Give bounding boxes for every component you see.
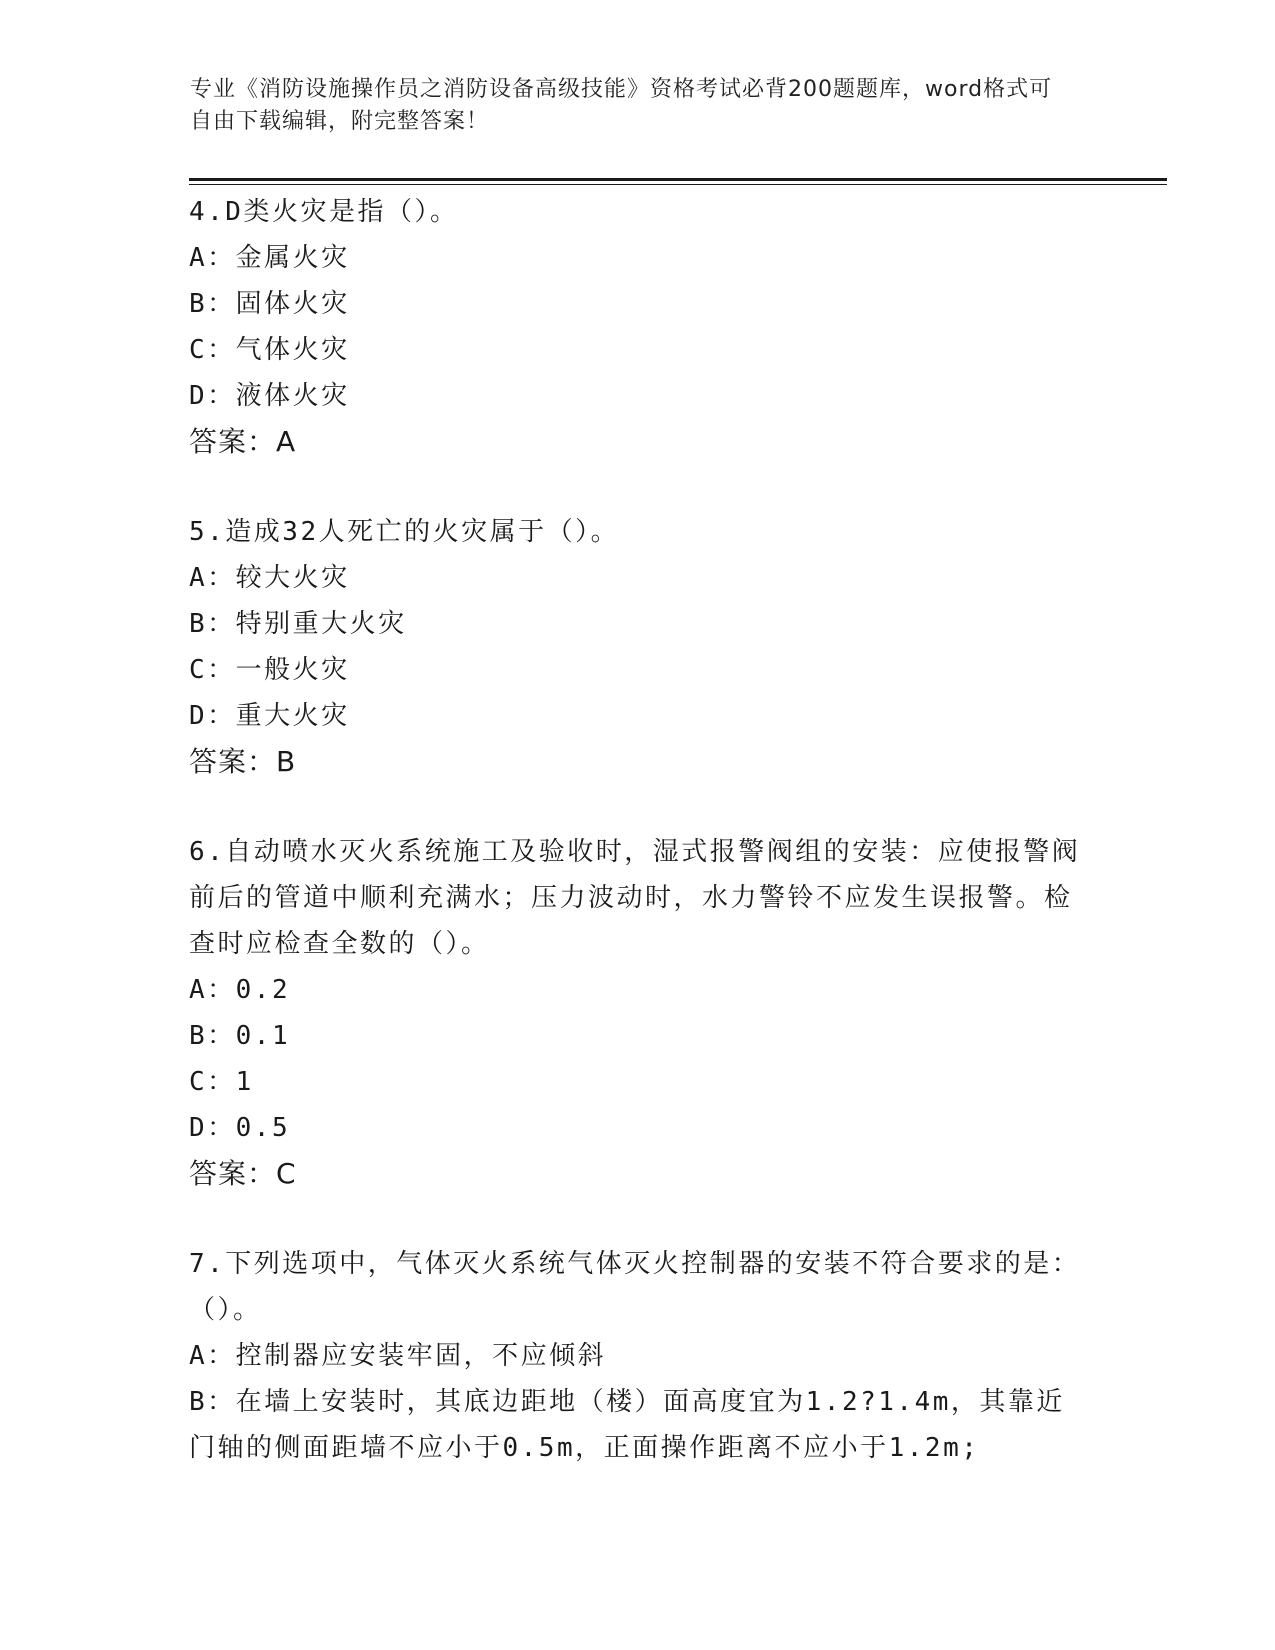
answer-line: 答案：C bbox=[189, 1157, 297, 1190]
option-label: C： bbox=[189, 655, 236, 685]
option-label: B： bbox=[189, 1387, 236, 1417]
document-header: 专业《消防设施操作员之消防设备高级技能》资格考试必背200题题库，word格式可自由下载编辑，附完整答案！ bbox=[190, 77, 1053, 134]
option-label: B： bbox=[189, 1021, 236, 1051]
question-text: 7.下列选项中，气体灭火系统气体灭火控制器的安装不符合要求的是：（）。 bbox=[189, 1249, 1081, 1325]
option-label: A： bbox=[189, 1341, 236, 1371]
option-b bbox=[189, 1379, 1089, 1471]
option-text: 1 bbox=[235, 1067, 254, 1097]
option-b bbox=[189, 1013, 1089, 1059]
option-b bbox=[189, 281, 1089, 327]
option-a bbox=[189, 235, 1089, 281]
option-label: C： bbox=[189, 335, 236, 365]
option-text: 0.5 bbox=[235, 1113, 291, 1143]
option-c bbox=[189, 647, 1089, 693]
question-6 bbox=[189, 829, 1089, 1197]
option-label: A： bbox=[189, 563, 236, 593]
header-divider-thin bbox=[189, 184, 1167, 185]
question-5 bbox=[189, 509, 1089, 785]
option-label: D： bbox=[189, 701, 236, 731]
option-text: 重大火灾 bbox=[235, 701, 350, 731]
option-label: B： bbox=[189, 609, 236, 639]
answer-line: 答案：B bbox=[189, 745, 297, 778]
question-7 bbox=[189, 1241, 1089, 1471]
option-text: 固体火灾 bbox=[235, 289, 350, 319]
option-a bbox=[189, 555, 1089, 601]
option-text: 特别重大火灾 bbox=[235, 609, 407, 639]
option-d bbox=[189, 373, 1089, 419]
option-b bbox=[189, 601, 1089, 647]
option-a bbox=[189, 967, 1089, 1013]
option-label: D： bbox=[189, 1113, 236, 1143]
option-text: 金属火灾 bbox=[235, 243, 350, 273]
question-text: 4.D类火灾是指（）。 bbox=[189, 197, 459, 227]
option-a bbox=[189, 1333, 1089, 1379]
option-text: 控制器应安装牢固，不应倾斜 bbox=[235, 1341, 607, 1371]
option-label: C： bbox=[189, 1067, 236, 1097]
option-label: D： bbox=[189, 381, 236, 411]
option-label: B： bbox=[189, 289, 236, 319]
question-text: 5.造成32人死亡的火灾属于（）。 bbox=[189, 517, 620, 547]
option-d bbox=[189, 693, 1089, 739]
option-text: 液体火灾 bbox=[235, 381, 350, 411]
option-text: 0.2 bbox=[235, 975, 291, 1005]
answer-line: 答案：A bbox=[189, 425, 297, 458]
option-label: A： bbox=[189, 975, 236, 1005]
question-4 bbox=[189, 189, 1089, 465]
option-text: 0.1 bbox=[235, 1021, 291, 1051]
option-text: 气体火灾 bbox=[235, 335, 350, 365]
option-label: A： bbox=[189, 243, 236, 273]
option-d bbox=[189, 1105, 1089, 1151]
question-text: 6.自动喷水灭火系统施工及验收时，湿式报警阀组的安装：应使报警阀前后的管道中顺利充满水；压力波动时，水力警铃不应发生误报警。检查时应检查全数的（）。 bbox=[189, 837, 1081, 959]
option-c bbox=[189, 327, 1089, 373]
option-c bbox=[189, 1059, 1089, 1105]
question-list bbox=[189, 189, 1089, 1471]
option-text: 较大火灾 bbox=[235, 563, 350, 593]
header-divider-thick bbox=[189, 178, 1167, 181]
option-text: 一般火灾 bbox=[235, 655, 350, 685]
option-text: 在墙上安装时，其底边距地（楼）面高度宜为1.2?1.4m，其靠近门轴的侧面距墙不应小于0.5m，正面操作距离不应小于1.2m; bbox=[189, 1387, 1065, 1463]
